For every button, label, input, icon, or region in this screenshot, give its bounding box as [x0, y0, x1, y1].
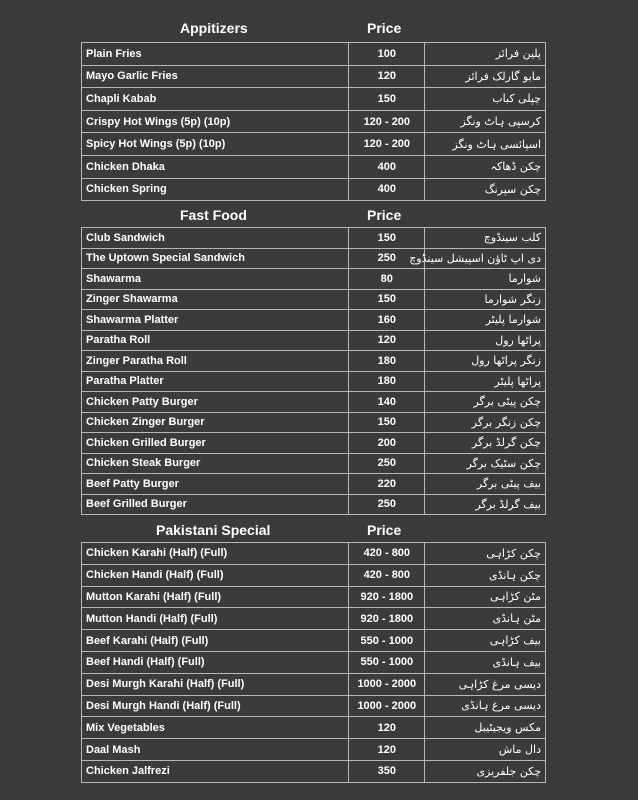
item-urdu-name: دال ماش: [425, 739, 546, 761]
item-price: 550 - 1000: [349, 630, 425, 652]
item-price: 400: [349, 155, 425, 178]
price-header: Price: [367, 20, 402, 36]
item-urdu-name: چکن ہانڈی: [425, 564, 546, 586]
item-price: 150: [349, 289, 425, 310]
item-price: 550 - 1000: [349, 651, 425, 673]
item-name: Chicken Patty Burger: [82, 392, 349, 413]
item-urdu-name: دیسی مرغ کڑاہی: [425, 673, 546, 695]
item-urdu-name: پلین فرائز: [425, 43, 546, 66]
item-name: Beef Karahi (Half) (Full): [82, 630, 349, 652]
menu-row: [82, 412, 546, 433]
item-urdu-name: چکن گرلڈ برگر: [425, 433, 546, 454]
item-urdu-name: پراٹھا رول: [425, 330, 546, 351]
menu-row: [82, 564, 546, 586]
item-price: 150: [349, 412, 425, 433]
item-name: Desi Murgh Handi (Half) (Full): [82, 695, 349, 717]
item-urdu-name: مٹن ہانڈی: [425, 608, 546, 630]
item-price: 420 - 800: [349, 564, 425, 586]
item-name: Zinger Paratha Roll: [82, 351, 349, 372]
item-name: Zinger Shawarma: [82, 289, 349, 310]
item-urdu-name: چکن ڈھاکہ: [425, 155, 546, 178]
item-price: 120: [349, 717, 425, 739]
item-name: Plain Fries: [82, 43, 349, 66]
item-urdu-name: چکن کڑاہی: [425, 543, 546, 565]
item-price: 350: [349, 760, 425, 782]
item-price: 180: [349, 371, 425, 392]
item-urdu-name: دیسی مرغ ہانڈی: [425, 695, 546, 717]
item-price: 150: [349, 88, 425, 111]
item-price: 220: [349, 474, 425, 495]
section-title: Pakistani Special: [156, 522, 271, 538]
menu-row: [82, 739, 546, 761]
menu-row: [82, 392, 546, 413]
menu-row: [82, 608, 546, 630]
item-name: The Uptown Special Sandwich: [82, 248, 349, 269]
price-header: Price: [367, 207, 402, 223]
item-name: Mix Vegetables: [82, 717, 349, 739]
item-price: 200: [349, 433, 425, 454]
item-name: Chapli Kabab: [82, 88, 349, 111]
item-price: 250: [349, 494, 425, 515]
item-urdu-name: بیف کڑاہی: [425, 630, 546, 652]
item-urdu-name: چپلی کباب: [425, 88, 546, 111]
item-name: Shawarma: [82, 269, 349, 290]
menu-row: [82, 494, 546, 515]
item-price: 420 - 800: [349, 543, 425, 565]
menu-row: [82, 586, 546, 608]
item-name: Mutton Karahi (Half) (Full): [82, 586, 349, 608]
item-urdu-name: بیف ہانڈی: [425, 651, 546, 673]
item-name: Club Sandwich: [82, 228, 349, 249]
menu-row: [82, 717, 546, 739]
item-name: Chicken Handi (Half) (Full): [82, 564, 349, 586]
menu-row: [82, 65, 546, 88]
menu-row: [82, 453, 546, 474]
section-title: Appitizers: [180, 20, 248, 36]
item-price: 1000 - 2000: [349, 695, 425, 717]
menu-row: [82, 133, 546, 156]
item-urdu-name: مکس ویجیٹیبل: [425, 717, 546, 739]
item-name: Shawarma Platter: [82, 310, 349, 331]
menu-row: [82, 269, 546, 290]
item-urdu-name: دی اپ ٹاؤن اسپیشل سینڈوچ: [425, 248, 546, 269]
item-price: 140: [349, 392, 425, 413]
item-name: Chicken Steak Burger: [82, 453, 349, 474]
item-price: 920 - 1800: [349, 586, 425, 608]
item-price: 160: [349, 310, 425, 331]
menu-row: [82, 248, 546, 269]
section-header-fast-food: [80, 207, 550, 229]
item-urdu-name: چکن زنگر برگر: [425, 412, 546, 433]
pakistani-special-table: [81, 542, 546, 783]
item-price: 250: [349, 248, 425, 269]
menu-row: [82, 310, 546, 331]
item-urdu-name: شوارما پلیٹر: [425, 310, 546, 331]
menu-row: [82, 110, 546, 133]
item-name: Paratha Roll: [82, 330, 349, 351]
item-price: 180: [349, 351, 425, 372]
section-header-appetizers: [80, 20, 550, 42]
menu-row: [82, 673, 546, 695]
item-price: 1000 - 2000: [349, 673, 425, 695]
item-name: Chicken Grilled Burger: [82, 433, 349, 454]
item-urdu-name: چکن سٹیک برگر: [425, 453, 546, 474]
item-urdu-name: چکن جلفریزی: [425, 760, 546, 782]
item-urdu-name: شوارما: [425, 269, 546, 290]
menu-row: [82, 474, 546, 495]
item-name: Chicken Spring: [82, 178, 349, 201]
item-name: Desi Murgh Karahi (Half) (Full): [82, 673, 349, 695]
item-price: 400: [349, 178, 425, 201]
item-urdu-name: مٹن کڑاہی: [425, 586, 546, 608]
item-urdu-name: پراٹھا پلیٹر: [425, 371, 546, 392]
item-name: Beef Handi (Half) (Full): [82, 651, 349, 673]
menu-row: [82, 351, 546, 372]
item-urdu-name: مایو گارلک فرائز: [425, 65, 546, 88]
menu-row: [82, 651, 546, 673]
item-price: 120: [349, 739, 425, 761]
item-name: Chicken Dhaka: [82, 155, 349, 178]
item-price: 80: [349, 269, 425, 290]
menu-row: [82, 760, 546, 782]
menu-row: [82, 695, 546, 717]
item-name: Beef Patty Burger: [82, 474, 349, 495]
menu-row: [82, 371, 546, 392]
item-name: Daal Mash: [82, 739, 349, 761]
item-name: Spicy Hot Wings (5p) (10p): [82, 133, 349, 156]
menu-row: [82, 330, 546, 351]
menu-row: [82, 289, 546, 310]
item-price: 120 - 200: [349, 133, 425, 156]
item-price: 250: [349, 453, 425, 474]
item-name: Crispy Hot Wings (5p) (10p): [82, 110, 349, 133]
item-price: 120: [349, 330, 425, 351]
item-price: 150: [349, 228, 425, 249]
menu-row: [82, 43, 546, 66]
menu-row: [82, 88, 546, 111]
item-urdu-name: بیف پیٹی برگر: [425, 474, 546, 495]
item-name: Mutton Handi (Half) (Full): [82, 608, 349, 630]
item-urdu-name: کرسپی ہاٹ ونگز: [425, 110, 546, 133]
item-name: Chicken Jalfrezi: [82, 760, 349, 782]
menu-row: [82, 433, 546, 454]
item-urdu-name: بیف گرلڈ برگر: [425, 494, 546, 515]
item-price: 120: [349, 65, 425, 88]
item-price: 100: [349, 43, 425, 66]
fast-food-table: [81, 227, 546, 515]
section-header-pakistani-special: [80, 522, 550, 544]
menu-row: [82, 630, 546, 652]
item-price: 920 - 1800: [349, 608, 425, 630]
item-urdu-name: اسپائسی ہاٹ ونگز: [425, 133, 546, 156]
item-name: Paratha Platter: [82, 371, 349, 392]
menu-row: [82, 228, 546, 249]
item-name: Chicken Karahi (Half) (Full): [82, 543, 349, 565]
item-urdu-name: کلب سینڈوچ: [425, 228, 546, 249]
item-price: 120 - 200: [349, 110, 425, 133]
menu-row: [82, 543, 546, 565]
appetizers-table: [81, 42, 546, 201]
item-urdu-name: چکن سپرنگ: [425, 178, 546, 201]
item-name: Chicken Zinger Burger: [82, 412, 349, 433]
menu-row: [82, 178, 546, 201]
price-header: Price: [367, 522, 402, 538]
item-urdu-name: زنگر پراٹھا رول: [425, 351, 546, 372]
menu-row: [82, 155, 546, 178]
item-urdu-name: چکن پیٹی برگر: [425, 392, 546, 413]
item-urdu-name: زنگر شوارما: [425, 289, 546, 310]
item-name: Beef Grilled Burger: [82, 494, 349, 515]
item-name: Mayo Garlic Fries: [82, 65, 349, 88]
section-title: Fast Food: [180, 207, 247, 223]
